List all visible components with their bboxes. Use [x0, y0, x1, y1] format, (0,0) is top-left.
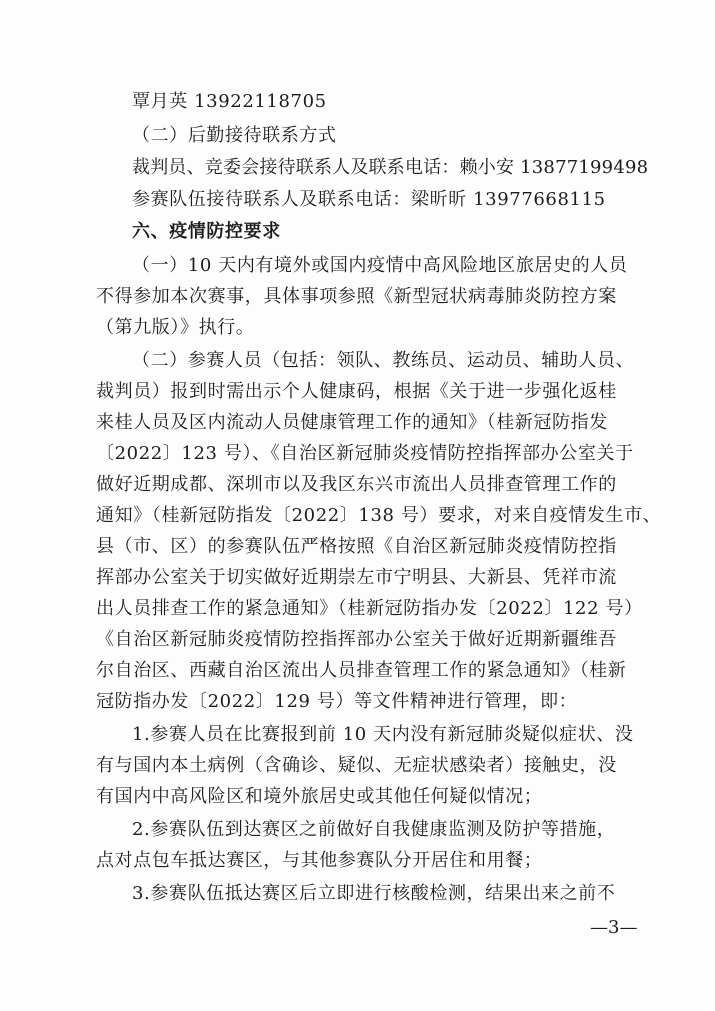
paragraph-line: （第九版）》执行。: [96, 317, 255, 338]
paragraph-line: 做好近期成都、深圳市以及我区东兴市流出人员排查管理工作的: [96, 474, 617, 495]
paragraph-line: 尔自治区、西藏自治区流出人员排查管理工作的紧急通知》（桂新: [96, 660, 627, 681]
contact-line-qin: 覃月英 13922118705: [132, 91, 327, 112]
paragraph-line: 不得参加本次赛事，具体事项参照《新型冠状病毒肺炎防控方案: [96, 286, 617, 307]
paragraph-line: 出人员排查工作的紧急通知》（桂新冠防指办发〔2022〕122 号）: [96, 598, 643, 619]
list-item-2-cont: 点对点包车抵达赛区，与其他参赛队分开居住和用餐；: [96, 850, 543, 871]
paragraph-line: 挥部办公室关于切实做好近期崇左市宁明县、大新县、凭祥市流: [96, 567, 617, 588]
contact-line-team: 参赛队伍接待联系人及联系电话：梁昕昕 13977668115: [132, 189, 606, 210]
paragraph-line: （一）10 天内有境外或国内疫情中高风险地区旅居史的人员: [132, 255, 628, 276]
page-number: —3—: [590, 917, 638, 938]
paragraph-line: 〔2022〕123 号）、《自治区新冠肺炎疫情防控指挥部办公室关于: [96, 443, 634, 464]
paragraph-line: 通知》（桂新冠防指发〔2022〕138 号）要求，对来自疫情发生市、: [96, 505, 662, 526]
section-heading-epidemic: 六、疫情防控要求: [132, 221, 281, 242]
paragraph-line: 《自治区新冠肺炎疫情防控指挥部办公室关于做好近期新疆维吾: [96, 629, 617, 650]
paragraph-line: 冠防指办发〔2022〕129 号）等文件精神进行管理，即：: [96, 691, 578, 712]
list-item-2: 2.参赛队伍到达赛区之前做好自我健康监测及防护等措施，: [132, 819, 616, 840]
paragraph-line: 裁判员）报到时需出示个人健康码，根据《关于进一步强化返桂: [96, 381, 617, 402]
list-item-1: 1.参赛人员在比赛报到前 10 天内没有新冠肺炎疑似症状、没: [132, 724, 634, 745]
paragraph-line: 来桂人员及区内流动人员健康管理工作的通知》（桂新冠防指发: [96, 412, 608, 433]
paragraph-line: 县（市、区）的参赛队伍严格按照《自治区新冠肺炎疫情防控指: [96, 536, 617, 557]
list-item-3: 3.参赛队伍抵达赛区后立即进行核酸检测，结果出来之前不: [132, 883, 616, 904]
contact-line-referee: 裁判员、竞委会接待联系人及联系电话：赖小安 13877199498: [132, 157, 649, 178]
list-item-1-cont: 有国内中高风险区和境外旅居史或其他任何疑似情况；: [96, 786, 543, 807]
paragraph-line: （二）参赛人员（包括：领队、教练员、运动员、辅助人员、: [132, 350, 635, 371]
list-item-1-cont: 有与国内本土病例（含确诊、疑似、无症状感染者）接触史，没: [96, 755, 617, 776]
subheading-logistics: （二）后勤接待联系方式: [132, 125, 337, 146]
